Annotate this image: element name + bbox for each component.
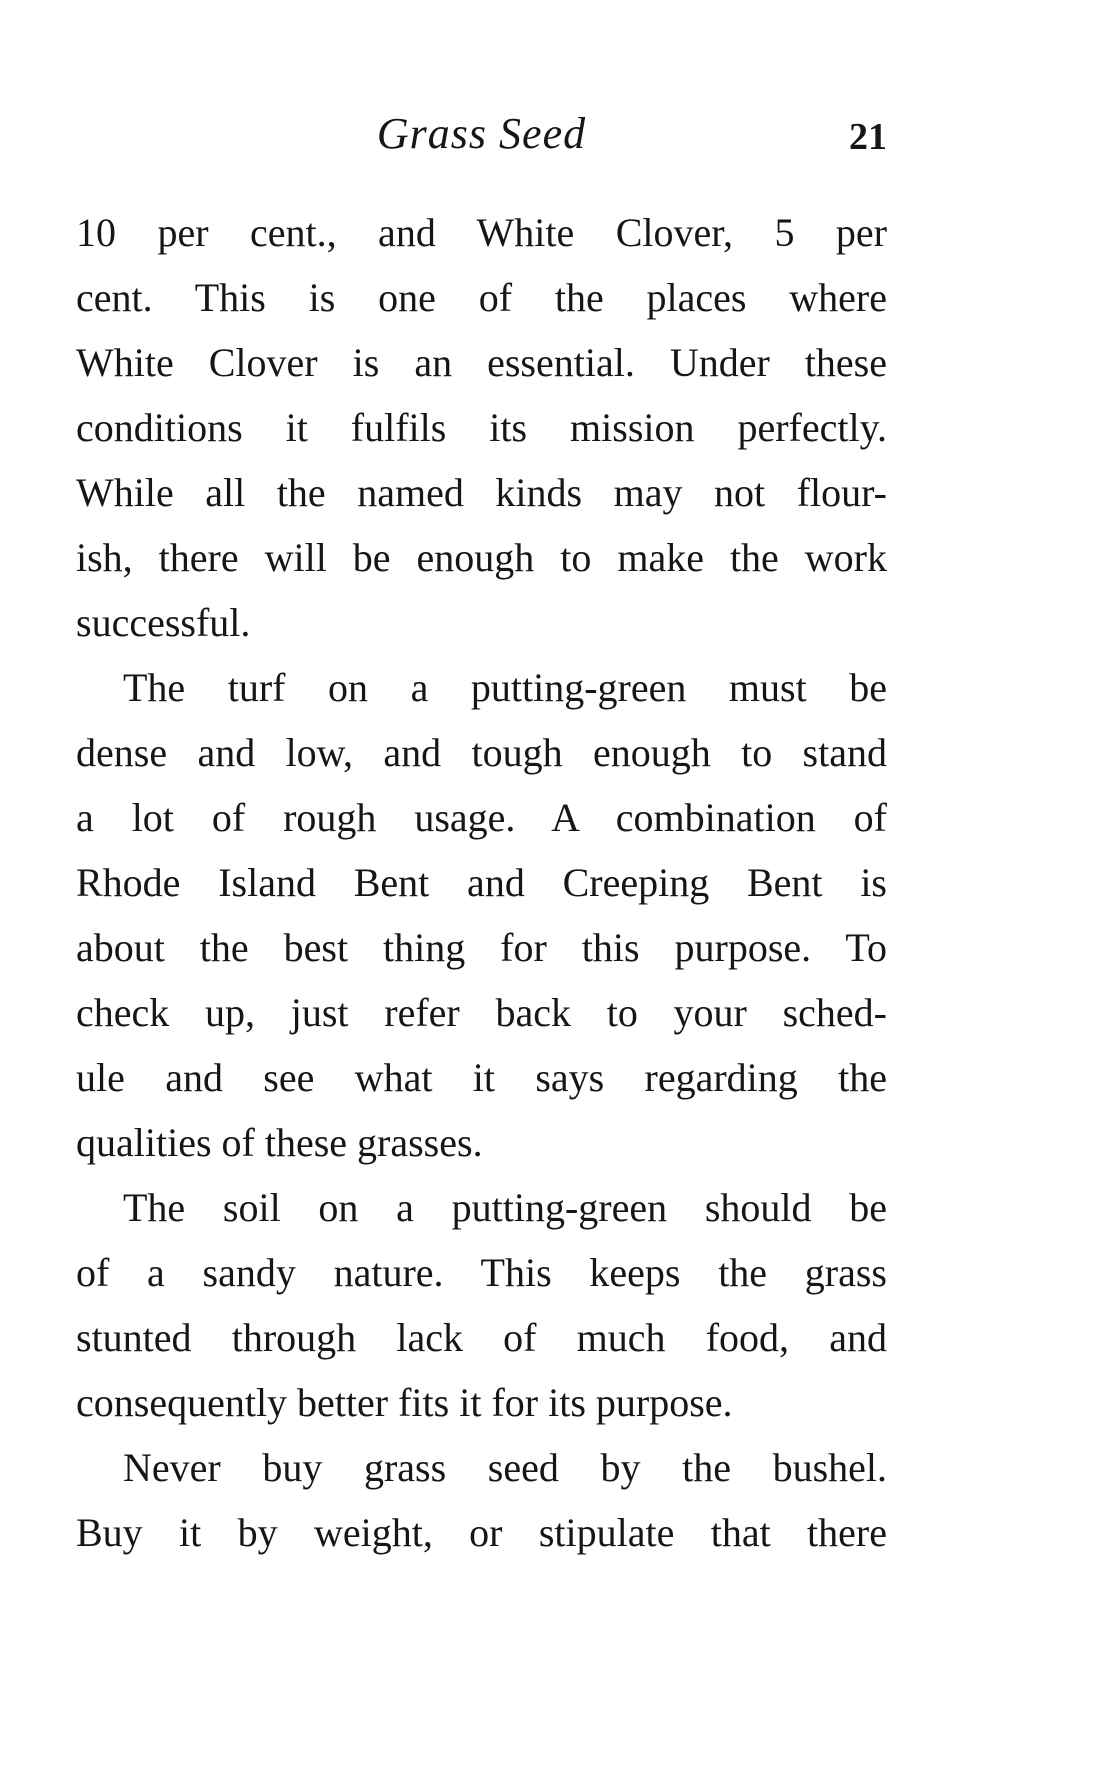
text-line: White Clover is an essential. Under these xyxy=(76,340,887,385)
page-number: 21 xyxy=(849,116,887,158)
text-line: ule and see what it says regarding the xyxy=(76,1055,887,1100)
paragraph-continued xyxy=(76,200,887,655)
text-line: consequently better fits it for its purpose. xyxy=(76,1380,733,1425)
body-text xyxy=(76,200,887,1565)
text-line: a lot of rough usage. A combination of xyxy=(76,795,887,840)
paragraph-putting-green-soil xyxy=(76,1175,887,1435)
text-line: 10 per cent., and White Clover, 5 per xyxy=(76,210,887,255)
text-line: qualities of these grasses. xyxy=(76,1120,483,1165)
running-head xyxy=(76,108,887,168)
text-line: check up, just refer back to your sched- xyxy=(76,990,887,1035)
text-line: dense and low, and tough enough to stand xyxy=(76,730,887,775)
running-title: Grass Seed xyxy=(376,109,587,158)
text-line: The soil on a putting-green should be xyxy=(123,1185,887,1230)
text-line: stunted through lack of much food, and xyxy=(76,1315,887,1360)
text-line: conditions it fulfils its mission perfectly. xyxy=(76,405,887,450)
text-line: Buy it by weight, or stipulate that there xyxy=(76,1510,887,1555)
text-line: Rhode Island Bent and Creeping Bent is xyxy=(76,860,887,905)
text-line: successful. xyxy=(76,600,251,645)
text-line: The turf on a putting-green must be xyxy=(123,665,887,710)
text-line: of a sandy nature. This keeps the grass xyxy=(76,1250,887,1295)
paragraph-buying-seed xyxy=(76,1435,887,1565)
text-line: Never buy grass seed by the bushel. xyxy=(123,1445,887,1490)
text-line: While all the named kinds may not flour- xyxy=(76,470,887,515)
text-line: ish, there will be enough to make the work xyxy=(76,535,887,580)
text-line: cent. This is one of the places where xyxy=(76,275,887,320)
paragraph-putting-green-turf xyxy=(76,655,887,1175)
text-line: about the best thing for this purpose. To xyxy=(76,925,887,970)
